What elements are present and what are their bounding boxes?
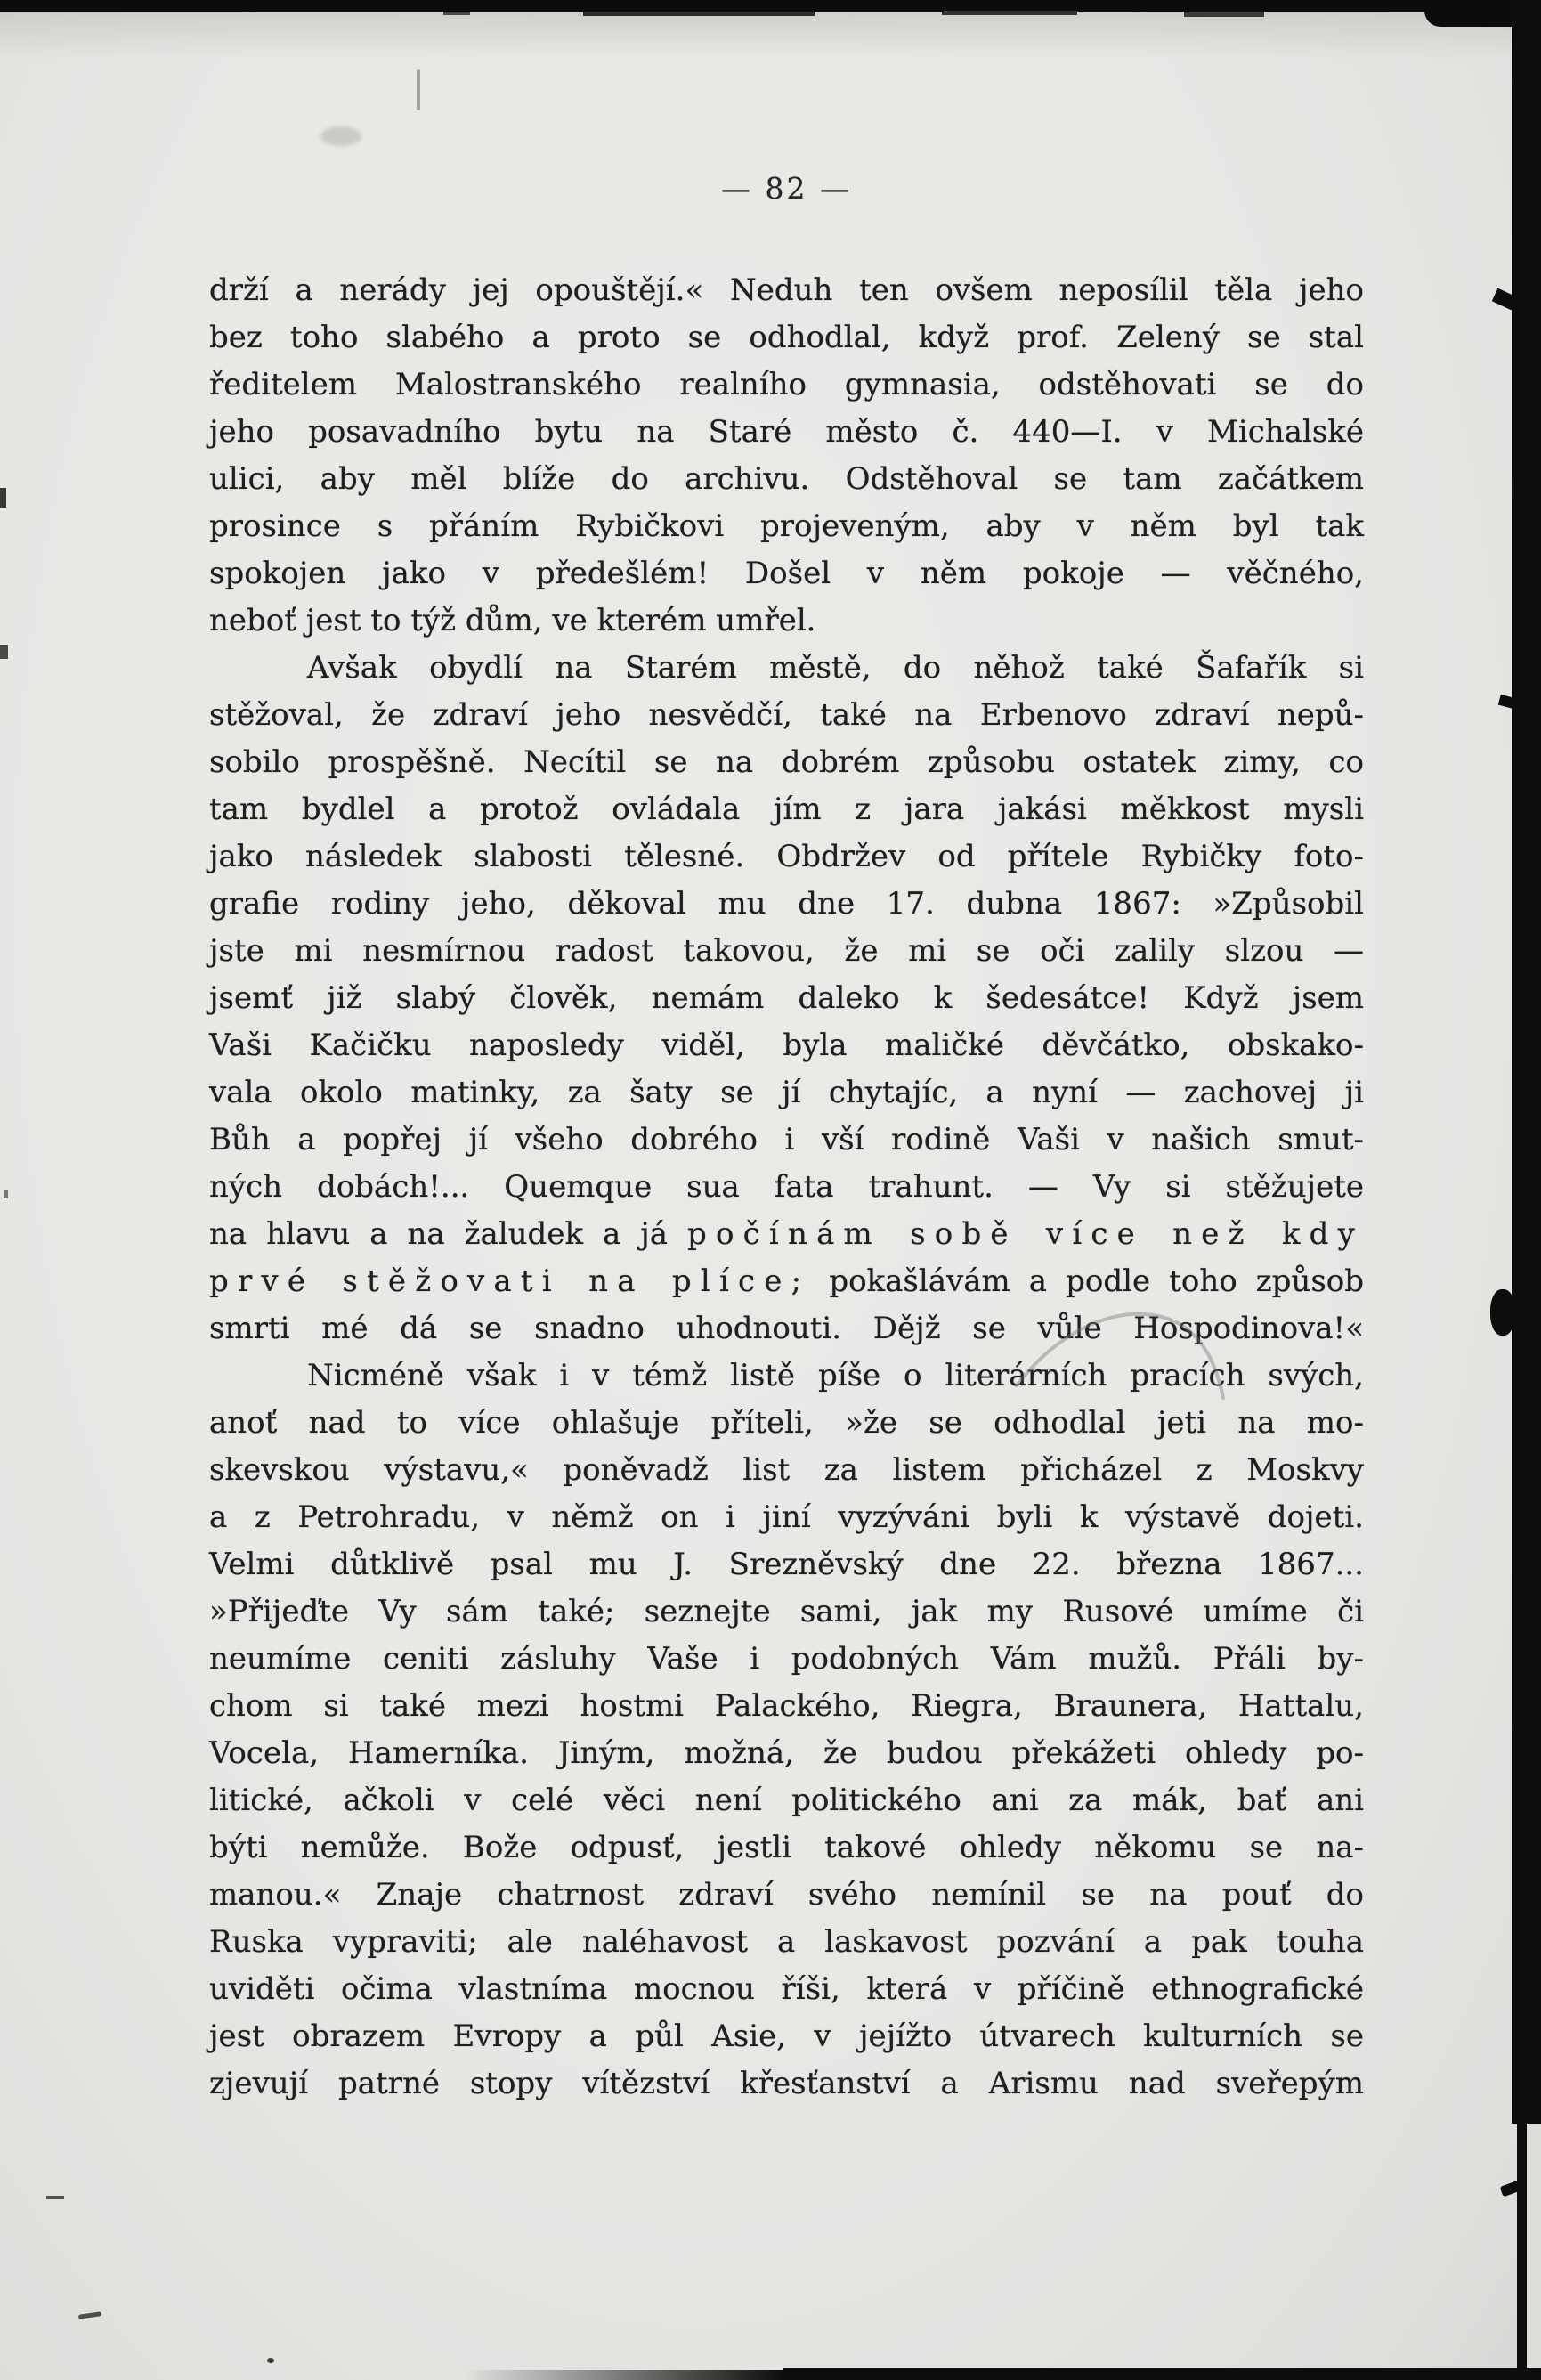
ink-speck: [1490, 1289, 1515, 1336]
text-line: sobilo prospěšně. Necítil se na dobrém způsobu ostatek zimy, co: [209, 744, 1364, 780]
ink-speck: [78, 2311, 101, 2319]
text-line: »Přijeďte Vy sám také; seznejte sami, jak my Rusové umíme či: [209, 1594, 1364, 1629]
ink-speck: [0, 488, 6, 508]
text-line: manou.« Znaje chatrnost zdraví svého nemínil se na pouť do: [209, 1877, 1364, 1913]
text-line: ředitelem Malostranského realního gymnasia, odstěhovati se do: [209, 367, 1364, 402]
text-line: jste mi nesmírnou radost takovou, že mi se oči zalily slzou —: [209, 933, 1364, 969]
pencil-stroke: [1006, 1280, 1237, 1414]
text-line: Velmi důtklivě psal mu J. Srezněvský dne 22. března 1867...: [209, 1547, 1364, 1582]
text-line: ných dobách!... Quemque sua fata trahunt. — Vy si stěžujete: [209, 1169, 1364, 1205]
text-line: zjevují patrné stopy vítězství křesťanství a Arismu nad sveřepým: [209, 2066, 1364, 2101]
text-line: Vaši Kačičku naposledy viděl, byla maličké děvčátko, obskako-: [209, 1028, 1364, 1063]
text-line: býti nemůže. Bože odpusť, jestli takové ohledy někomu se na-: [209, 1830, 1364, 1865]
text-line: jako následek slabosti tělesné. Obdržev od přítele Rybičky foto-: [209, 839, 1364, 874]
text-line: grafie rodiny jeho, děkoval mu dne 17. dubna 1867: »Způsobil: [209, 886, 1364, 922]
paper-crease: [417, 69, 420, 110]
text-line: anoť nad to více ohlašuje příteli, »že se odhodlal jeti na mo-: [209, 1405, 1364, 1441]
text-line: jeho posavadního bytu na Staré město č. 440—I. v Michalské: [209, 414, 1364, 450]
text-line: Bůh a popřej jí všeho dobrého i vší rodině Vaši v našich smut-: [209, 1122, 1364, 1158]
scan-artifact-dash: [583, 12, 815, 16]
ink-speck: [267, 2358, 274, 2363]
text-line: skevskou výstavu,« poněvadž list za listem přicházel z Moskvy: [209, 1452, 1364, 1488]
text-line: Avšak obydlí na Starém městě, do něhož také Šafařík si: [307, 650, 1364, 686]
scan-page-edge-line: [1517, 2124, 1527, 2380]
text-line: Nicméně však i v témž listě píše o literárních pracích svých,: [307, 1358, 1364, 1393]
text-line: na hlavu a na žaludek a já počínám sobě více než kdy: [209, 1216, 1364, 1252]
scan-edge-bottom-fade: [463, 2370, 783, 2380]
ink-speck: [4, 1190, 8, 1198]
text-line: prvé stěžovati na plíce; pokašlávám a podle toho způsob: [209, 1263, 1365, 1299]
text-line: ulici, aby měl blíže do archivu. Odstěhoval se tam začátkem: [209, 461, 1364, 497]
text-line: prosince s přáním Rybičkovi projeveným, aby v něm byl tak: [209, 508, 1364, 544]
page-number: — 82 —: [721, 171, 852, 206]
scan-edge-bottom: [783, 2368, 1541, 2380]
paper-smudge: [320, 126, 361, 146]
text-line: jest obrazem Evropy a půl Asie, v jejížto útvarech kulturních se: [209, 2019, 1364, 2054]
text-line: Vocela, Hamerníka. Jiným, možná, že budou překážeti ohledy po-: [209, 1735, 1364, 1771]
text-line: stěžoval, že zdraví jeho nesvědčí, také na Erbenovo zdraví nepů-: [209, 697, 1364, 733]
text-line: neboť jest to týž dům, ve kterém umřel.: [209, 603, 816, 638]
text-line: bez toho slabého a proto se odhodlal, když prof. Zelený se stal: [209, 320, 1364, 355]
text-line: chom si také mezi hostmi Palackého, Riegra, Braunera, Hattalu,: [209, 1688, 1364, 1724]
text-line: neumíme ceniti zásluhy Vaše i podobných Vám mužů. Přáli by-: [209, 1641, 1364, 1677]
text-line: litické, ačkoli v celé věci není politického ani za mák, bať ani: [209, 1783, 1364, 1818]
text-line: smrti mé dá se snadno uhodnouti. Dějž se vůle Hospodinova!«: [209, 1311, 1364, 1346]
ink-speck: [46, 2196, 64, 2199]
text-line: vala okolo matinky, za šaty se jí chytajíc, a nyní — zachovej ji: [209, 1075, 1364, 1110]
ink-speck: [0, 645, 8, 659]
text-line: drží a nerády jej opouštějí.« Neduh ten ovšem neposílil těla jeho: [209, 272, 1364, 308]
text-line: jsemť již slabý člověk, nemám daleko k šedesátce! Když jsem: [209, 980, 1364, 1016]
text-line: spokojen jako v předešlém! Došel v něm pokoje — věčného,: [209, 556, 1364, 591]
text-block: [209, 267, 1364, 2108]
scan-artifact-dash: [942, 11, 1077, 15]
scan-paper-sliver: [1527, 2124, 1541, 2368]
emphasized-text: počínám sobě více než kdy: [687, 1216, 1364, 1252]
scan-artifact-dash: [1184, 12, 1264, 17]
text-line: uviděti očima vlastníma mocnou říši, která v příčině ethnografické: [209, 1971, 1364, 2007]
scan-edge-right: [1512, 0, 1541, 2124]
scan-shadow-top: [0, 12, 1541, 60]
text-line: tam bydlel a protož ovládala jím z jara jakási měkkost mysli: [209, 792, 1364, 827]
scan-artifact-dash: [443, 12, 470, 15]
emphasized-text: prvé stěžovati na plíce;: [209, 1263, 811, 1299]
text-line: Ruska vypraviti; ale naléhavost a laskavost pozvání a pak touha: [209, 1924, 1364, 1960]
text-line: a z Petrohradu, v němž on i jiní vyzýváni byli k výstavě dojeti.: [209, 1499, 1364, 1535]
scan-edge-top: [0, 0, 1541, 12]
